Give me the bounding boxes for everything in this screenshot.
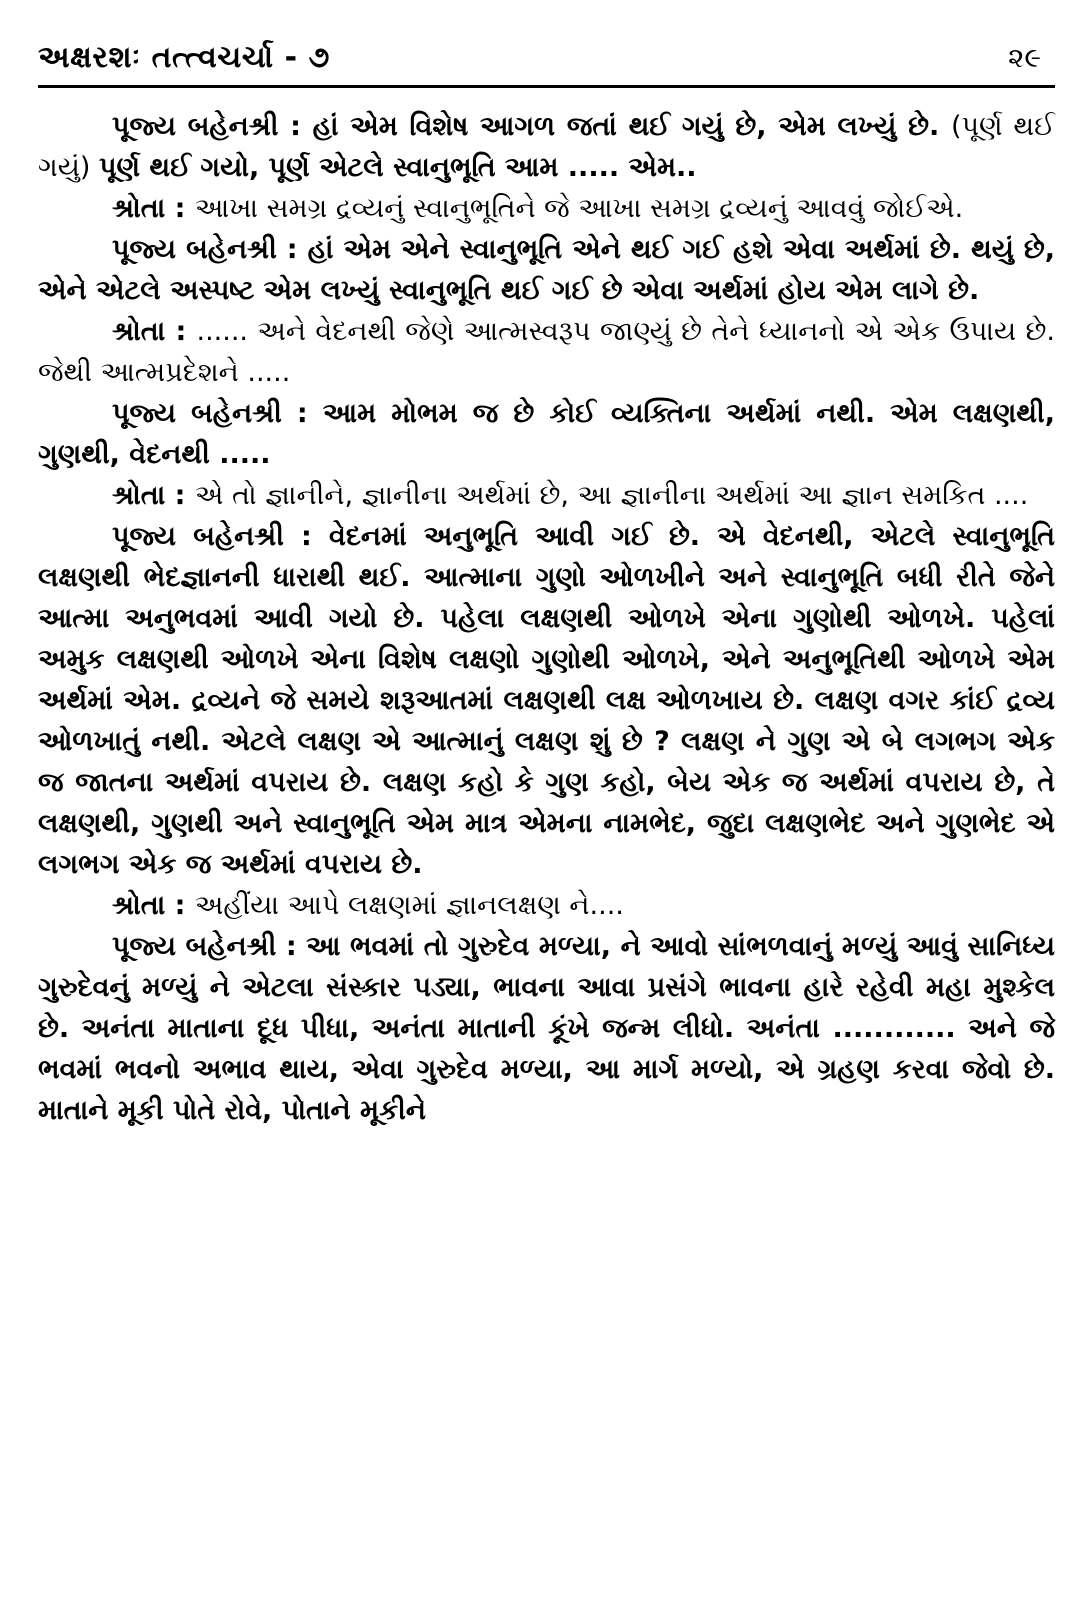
dialogue-paragraph (38, 393, 1055, 475)
text-segment: ...... અને વેદનથી જેણે આત્મસ્વરૂપ જાણ્યું છે તેને ધ્યાનનો એ એક ઉપાય છે. જેથી આત્મપ્રદેશને ..... (38, 316, 1055, 388)
text-segment: પૂજ્ય બહેનશ્રી : હાં એમ એને સ્વાનુભૂતિ એને થઈ ગઈ હશે એવા અર્થમાં છે. થયું છે, એને એટલે અસ્પષ્ટ એમ લખ્યું સ્વાનુભૂતિ થઈ ગઈ છે એવા અર્થમાં હોય એમ લાગે છે. (38, 234, 1055, 306)
dialogue-paragraph (38, 106, 1055, 188)
text-segment: (પૂર્ણ થઈ ગયું) (38, 111, 1055, 183)
text-segment: શ્રોતા : (112, 890, 195, 921)
dialogue-paragraph (38, 188, 1055, 229)
page-body (38, 106, 1055, 1131)
text-segment: શ્રોતા : (112, 316, 197, 347)
text-segment: પૂજ્ય બહેનશ્રી : હાં એમ વિશેષ આગળ જતાં થઈ ગયું છે, એમ લખ્યું છે. (112, 111, 951, 142)
text-segment: પૂર્ણ થઈ ગયો, પૂર્ણ એટલે સ્વાનુભૂતિ આમ ..... એમ.. (98, 152, 697, 183)
book-title: અક્ષરશઃ તત્ત્વચર્ચા - ૭ (38, 40, 330, 75)
dialogue-paragraph (38, 311, 1055, 393)
text-segment: શ્રોતા : (112, 193, 195, 224)
dialogue-paragraph (38, 475, 1055, 516)
page-number: ૨૯ (1007, 41, 1041, 74)
page-header (38, 40, 1055, 88)
text-segment: અહીંયા આપે લક્ષણમાં જ્ઞાનલક્ષણ ને.... (194, 890, 624, 921)
text-segment: શ્રોતા : (112, 480, 195, 511)
text-segment: એ તો જ્ઞાનીને, જ્ઞાનીના અર્થમાં છે, આ જ્ઞાનીના અર્થમાં આ જ્ઞાન સમકિત .... (194, 480, 1029, 511)
text-segment: પૂજ્ય બહેનશ્રી : આમ મોભમ જ છે કોઈ વ્યક્તિના અર્થમાં નથી. એમ લક્ષણથી, ગુણથી, વેદનથી ..... (38, 398, 1055, 470)
text-segment: આખા સમગ્ર દ્રવ્યનું સ્વાનુભૂતિને જે આખા સમગ્ર દ્રવ્યનું આવવું જોઈએ. (194, 193, 964, 224)
dialogue-paragraph (38, 516, 1055, 885)
dialogue-paragraph (38, 885, 1055, 926)
dialogue-paragraph (38, 229, 1055, 311)
dialogue-paragraph (38, 926, 1055, 1131)
text-segment: પૂજ્ય બહેનશ્રી : આ ભવમાં તો ગુરુદેવ મળ્યા, ને આવો સાંભળવાનું મળ્યું આવું સાનિધ્ય ગુરુદેવનું મળ્યું ને એટલા સંસ્કાર પડ્યા, ભાવના આવા પ્રસંગે ભાવના હારે રહેવી મહા મુશ્કેલ છે. અનંતા માતાના દૂધ પીધા, અનંતા માતાની કૂંખે જન્મ લીધો. અનંતા ............ અને જે ભવમાં ભવનો અભાવ થાય, એવા ગુરુદેવ મળ્યા, આ માર્ગ મળ્યો, એ ગ્રહણ કરવા જેવો છે. માતાને મૂકી પોતે રોવે, પોતાને મૂકીને (38, 931, 1055, 1126)
text-segment: પૂજ્ય બહેનશ્રી : વેદનમાં અનુભૂતિ આવી ગઈ છે. એ વેદનથી, એટલે સ્વાનુભૂતિ લક્ષણથી ભેદજ્ઞાનની ધારાથી થઈ. આત્માના ગુણો ઓળખીને અને સ્વાનુભૂતિ બધી રીતે જેને આત્મા અનુભવમાં આવી ગયો છે. પહેલા લક્ષણથી ઓળખે એના ગુણોથી ઓળખે. પહેલાં અમુક લક્ષણથી ઓળખે એના વિશેષ લક્ષણો ગુણોથી ઓળખે, એને અનુભૂતિથી ઓળખે એમ અર્થમાં એમ. દ્રવ્યને જે સમયે શરૂઆતમાં લક્ષણથી લક્ષ ઓળખાય છે. લક્ષણ વગર કાંઈ દ્રવ્ય ઓળખાતું નથી. એટલે લક્ષણ એ આત્માનું લક્ષણ શું છે ? લક્ષણ ને ગુણ એ બે લગભગ એક જ જાતના અર્થમાં વપરાય છે. લક્ષણ કહો કે ગુણ કહો, બેય એક જ અર્થમાં વપરાય છે, તે લક્ષણથી, ગુણથી અને સ્વાનુભૂતિ એમ માત્ર એમના નામભેદ, જુદા લક્ષણભેદ અને ગુણભેદ એ લગભગ એક જ અર્થમાં વપરાય છે. (38, 521, 1055, 880)
